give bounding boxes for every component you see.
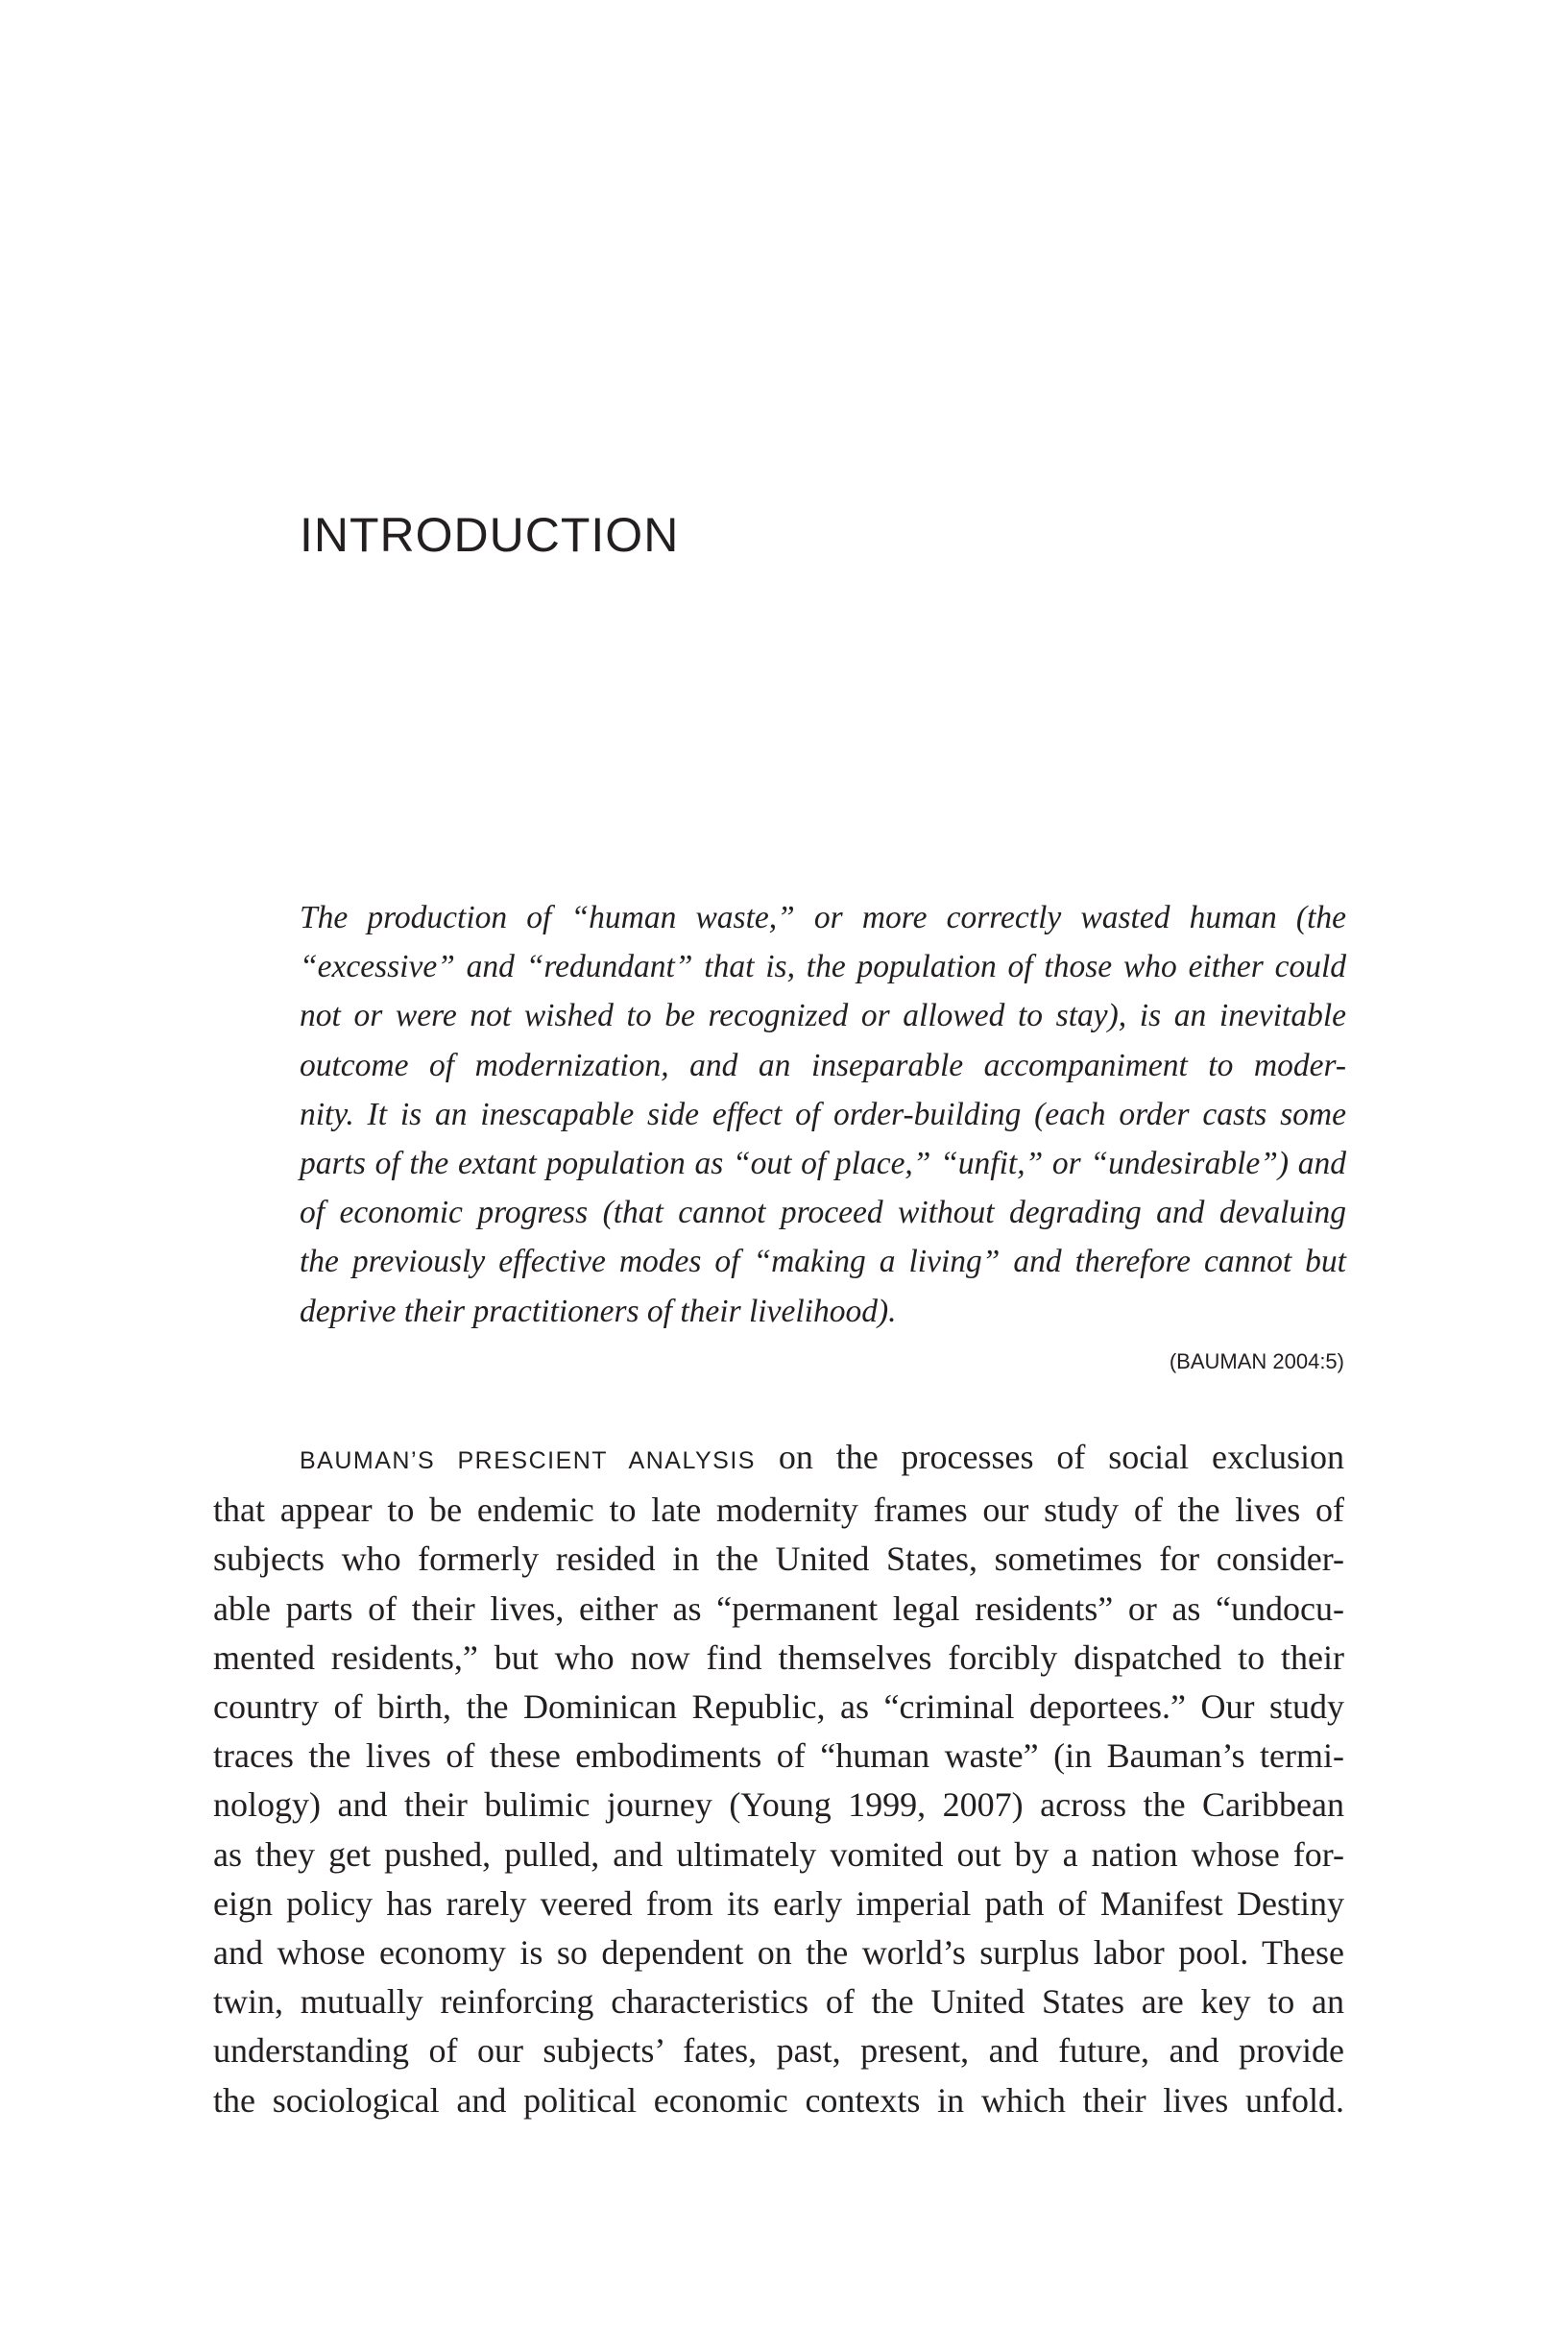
body-line: and whose economy is so dependent on the world’s surplus labor pool. These: [213, 1933, 1344, 1973]
body-line: the sociological and political economic contexts in which their lives unfold.: [213, 2080, 1344, 2120]
body-line: eign policy has rarely veered from its early imperial path of Manifest Destiny: [213, 1883, 1344, 1923]
epigraph-line: deprive their practitioners of their livelihood).: [300, 1293, 897, 1329]
body-line: as they get pushed, pulled, and ultimately vomited out by a nation whose for-: [213, 1834, 1344, 1874]
body-first-line: [213, 1433, 1344, 1486]
lead-in-smallcaps: BAUMAN’S PRESCIENT ANALYSIS: [300, 1447, 756, 1474]
body-paragraph: [213, 1433, 1344, 2125]
epigraph-line: the previously effective modes of “making a living” and therefore cannot but: [300, 1244, 1346, 1280]
epigraph-line: not or were not wished to be recognized or allowed to stay), is an inevitable: [300, 998, 1346, 1034]
chapter-title: INTRODUCTION: [300, 508, 680, 562]
epigraph-line: The production of “human waste,” or more correctly wasted human (the: [300, 900, 1346, 935]
body-line: that appear to be endemic to late modernity frames our study of the lives of: [213, 1491, 1344, 1530]
body-line: traces the lives of these embodiments of “human waste” (in Bauman’s termi-: [213, 1736, 1344, 1776]
body-line: country of birth, the Dominican Republic, as “criminal deportees.” Our study: [213, 1687, 1344, 1727]
epigraph-line: of economic progress (that cannot proceed without degrading and devaluing: [300, 1195, 1346, 1231]
body-line: twin, mutually reinforcing characteristics of the United States are key to an: [213, 1982, 1344, 2022]
body-line: nology) and their bulimic journey (Young 1999, 2007) across the Caribbean: [213, 1785, 1344, 1825]
epigraph-line: nity. It is an inescapable side effect of order-building (each order casts some: [300, 1096, 1346, 1132]
epigraph-line: “excessive” and “redundant” that is, the population of those who either could: [300, 949, 1346, 985]
body-line: mented residents,” but who now find themselves forcibly dispatched to their: [213, 1637, 1344, 1677]
epigraph-quote: [300, 893, 1346, 1336]
body-line: able parts of their lives, either as “permanent legal residents” or as “undocu-: [213, 1588, 1344, 1628]
first-line-text: on the processes of social exclusion: [755, 1438, 1344, 1476]
epigraph-line: outcome of modernization, and an inseparable accompaniment to moder-: [300, 1047, 1346, 1083]
epigraph-citation: (BAUMAN 2004:5): [1169, 1349, 1344, 1373]
body-line: subjects who formerly resided in the United States, sometimes for consider-: [213, 1540, 1344, 1579]
epigraph-line: parts of the extant population as “out of place,” “unfit,” or “undesirable”) and: [300, 1146, 1346, 1182]
body-line: understanding of our subjects’ fates, past, present, and future, and provide: [213, 2031, 1344, 2071]
